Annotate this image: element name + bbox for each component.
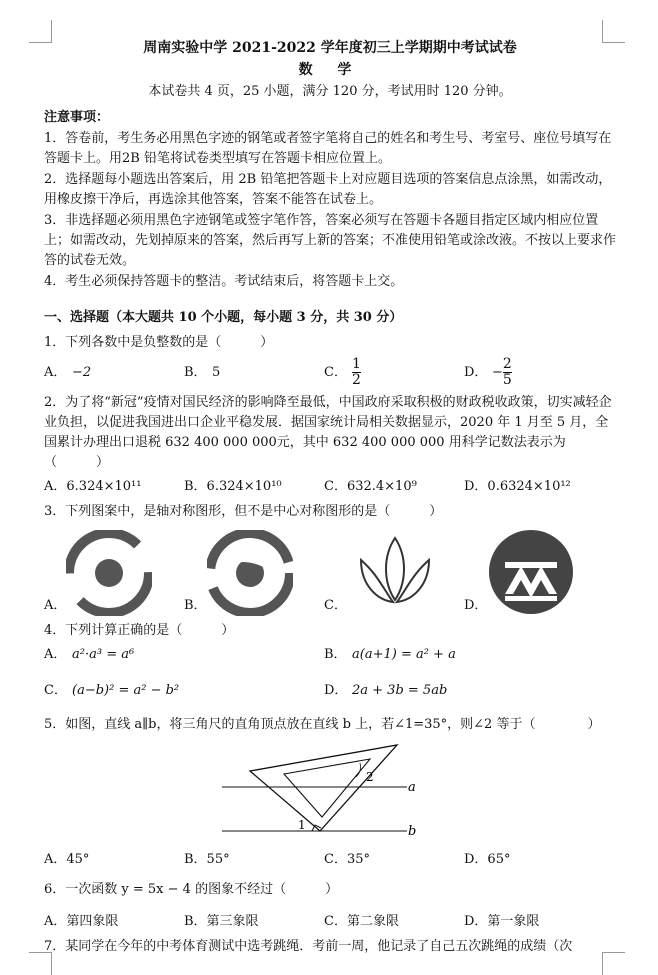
angle-2-label: 2 <box>366 770 374 784</box>
option-d: D． − $\frac{2}{5}$ <box>464 356 512 388</box>
question-5-options <box>44 850 616 870</box>
option-d: D．第一象限 <box>464 914 540 929</box>
question-5-stem: 5．如图，直线 a∥b，将三角尺的直角顶点放在直线 b 上，若∠1=35°，则∠2 等于（ ） <box>44 717 601 732</box>
question-3-stem: 3．下列图案中，是轴对称图形，但不是中心对称图形的是（ ） <box>44 504 443 519</box>
notice-item: 1．答卷前，考生务必用黑色字迹的钢笔或者签字笔将自己的姓名和考生号、考室号、座位号填写在答题卡上。用2B 铅笔将试卷类型填写在答题卡相应位置上。 <box>44 131 612 166</box>
notice-item: 3．非选择题必须用黑色字迹钢笔或签字笔作答，答案必须写在答题卡各题目指定区域内相应位置上；如需改动，先划掉原来的答案，然后再写上新的答案；不准使用铅笔或涂改液。不按以上要求作答的试卷无效。 <box>44 213 617 268</box>
option-c: C． <box>324 528 464 616</box>
fraction: $\frac{2}{5}$ <box>502 356 512 388</box>
option-a: A．第四象限 <box>44 914 119 929</box>
option-d: D． 2a + 3b = 5ab <box>324 683 448 698</box>
bank-logo-image <box>487 528 575 616</box>
option-b: B． <box>184 528 324 616</box>
line-b-label: b <box>408 824 417 839</box>
question-1-stem: 1．下列各数中是负整数的是（ ） <box>44 335 274 350</box>
swirl-logo-a-image <box>66 530 152 616</box>
triangle-inner <box>284 759 370 817</box>
angle-1-label: 1 <box>298 818 306 832</box>
question-4-options-row1 <box>44 645 616 665</box>
section-title: 一、选择题（本大题共 10 个小题，每小题 3 分，共 30 分） <box>44 310 403 325</box>
notice-heading: 注意事项： <box>44 110 110 125</box>
question-4-options-row2 <box>44 681 616 701</box>
option-c: C．第二象限 <box>324 914 399 929</box>
lotus-image <box>347 530 443 616</box>
question-3-options <box>44 528 616 616</box>
option-b: B． a(a+1) = a² + a <box>324 647 456 662</box>
line-a-label: a <box>408 780 416 795</box>
question-5-figure <box>222 739 616 846</box>
option-a: A． −2 <box>44 364 92 380</box>
triangle-outer <box>250 745 397 831</box>
exam-title: 周南实验中学 2021-2022 学年度初三上学期期中考试试卷 <box>143 40 517 56</box>
option-b: B．55° <box>184 852 230 867</box>
swirl-logo-b-image <box>207 530 293 616</box>
option-d: D． <box>464 528 604 616</box>
option-c: C．35° <box>324 852 370 867</box>
option-a: A．45° <box>44 852 90 867</box>
question-2-options <box>44 477 616 497</box>
exam-info: 本试卷共 4 页，25 小题，满分 120 分，考试用时 120 分钟。 <box>148 84 512 99</box>
option-c: C． $\frac{1}{2}$ <box>324 356 361 388</box>
notice-item: 4．考生必须保持答题卡的整洁。考试结束后，将答题卡上交。 <box>44 274 404 289</box>
exam-page <box>44 38 616 957</box>
notice-item: 2．选择题每小题选出答案后，用 2B 铅笔把答题卡上对应题目选项的答案信息点涂黑，如需改动，用橡皮擦干净后，再选涂其他答案，答案不能答在试卷上。 <box>44 172 612 207</box>
option-c: C．632.4×10⁹ <box>324 479 417 494</box>
option-a: A． <box>44 528 184 616</box>
option-a: A．6.324×10¹¹ <box>44 479 142 494</box>
question-7-stem: 7．某同学在今年的中考体育测试中选考跳绳．考前一周，他记录了自己五次跳绳的成绩（次 <box>44 939 573 954</box>
option-c: C． (a−b)² = a² − b² <box>44 683 180 698</box>
question-6-options <box>44 912 616 932</box>
question-4-stem: 4．下列计算正确的是（ ） <box>44 623 235 638</box>
option-b: B．第三象限 <box>184 914 259 929</box>
question-6-stem: 6．一次函数 y = 5x − 4 的图象不经过（ ） <box>44 882 339 897</box>
option-a: A． a²·a³ = a⁶ <box>44 647 135 662</box>
fraction: $\frac{1}{2}$ <box>352 356 361 388</box>
exam-subject: 数 学 <box>298 62 362 78</box>
option-b: B． 5 <box>184 364 221 380</box>
option-d: D．65° <box>464 852 511 867</box>
parallel-lines-triangle-figure <box>222 739 422 839</box>
question-1-options <box>44 357 616 388</box>
option-b: B．6.324×10¹⁰ <box>184 479 282 494</box>
option-d: D．0.6324×10¹² <box>464 479 571 494</box>
question-2-stem: 2．为了将“新冠”疫情对国民经济的影响降至最低，中国政府采取积极的财政税收政策，切实减轻企业负担，以促进我国进出口企业平稳发展．据国家统计局相关数据显示，2020 年 1 月至 5 月，全国累计办理出口退税 632 400 000 000元，其中 632 400 000 000 用科学记数法表示为（ ） <box>44 395 612 470</box>
